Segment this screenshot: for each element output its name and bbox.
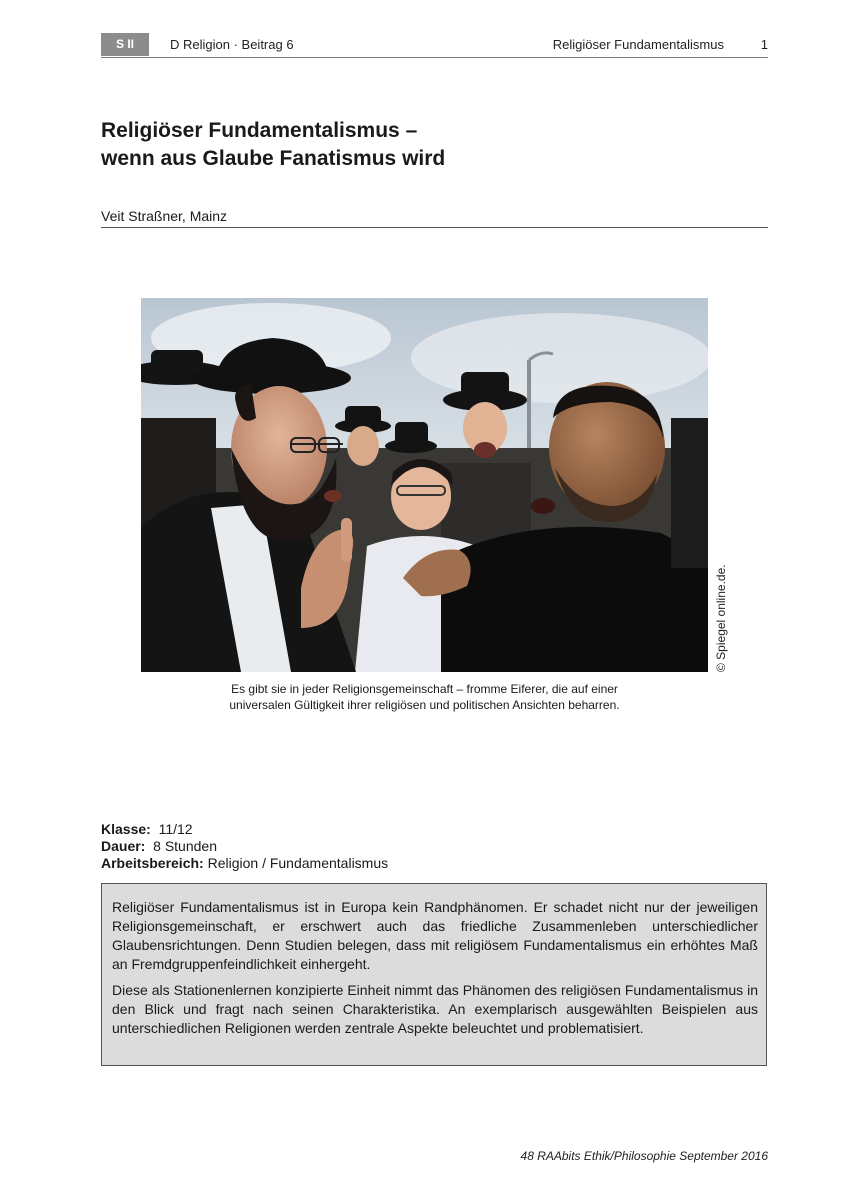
page-title [101, 117, 701, 173]
cover-photo [141, 298, 708, 672]
level-badge: S II [101, 33, 149, 56]
dauer-value: 8 Stunden [153, 838, 217, 854]
bereich-value: Religion / Fundamentalismus [207, 855, 389, 871]
summary-paragraph-2: Diese als Stationenlernen konzipierte Einheit nimmt das Phänomen des religiösen Fundamentalismus in den Blick und fragt nach seinen Charakteristika. An exemplarisch ausgewählten Beispielen aus unterschiedlichen Religionen werden zentrale Aspekte beleuchtet und problematisiert. [112, 982, 758, 1036]
header-topic: Religiöser Fundamentalismus [552, 37, 724, 52]
dauer-label: Dauer: [101, 838, 146, 854]
photo-credit: © Spiegel online.de. [714, 564, 728, 672]
summary-paragraph-1: Religiöser Fundamentalismus ist in Europa kein Randphänomen. Er schadet nicht nur der jeweiligen Religionsgemeinschaft, er erschwert auch das friedliche Zusammenleben unterschiedlicher Glaubensrichtungen. Denn Studien belegen, dass mit religiösem Fundamentalismus ein erhöhtes Maß an Fremdgruppenfeindlichkeit einhergeht. [112, 899, 758, 972]
klasse-value: 11/12 [158, 821, 193, 837]
summary-box [101, 883, 767, 1066]
page-header [101, 33, 768, 58]
header-page-number: 1 [760, 37, 768, 52]
page-footer: 48 RAAbits Ethik/Philosophie September 2016 [520, 1149, 768, 1163]
meta-arbeitsbereich [101, 855, 388, 872]
title-line-1: Religiöser Fundamentalismus – [101, 119, 418, 142]
title-line-2: wenn aus Glaube Fanatismus wird [101, 147, 446, 170]
course-meta [101, 821, 388, 872]
meta-klasse [101, 821, 388, 838]
bereich-label: Arbeitsbereich: [101, 855, 204, 871]
photo-caption [141, 681, 708, 713]
author-line: Veit Straßner, Mainz [101, 207, 768, 228]
klasse-label: Klasse: [101, 821, 151, 837]
caption-line-2: universalen Gültigkeit ihrer religiösen und politischen Ansichten beharren. [229, 698, 620, 712]
header-subject: D Religion · Beitrag 6 [170, 37, 294, 52]
meta-dauer [101, 838, 388, 855]
photo-illustration [141, 298, 708, 672]
caption-line-1: Es gibt sie in jeder Religionsgemeinschaft – fromme Eiferer, die auf einer [231, 682, 618, 696]
